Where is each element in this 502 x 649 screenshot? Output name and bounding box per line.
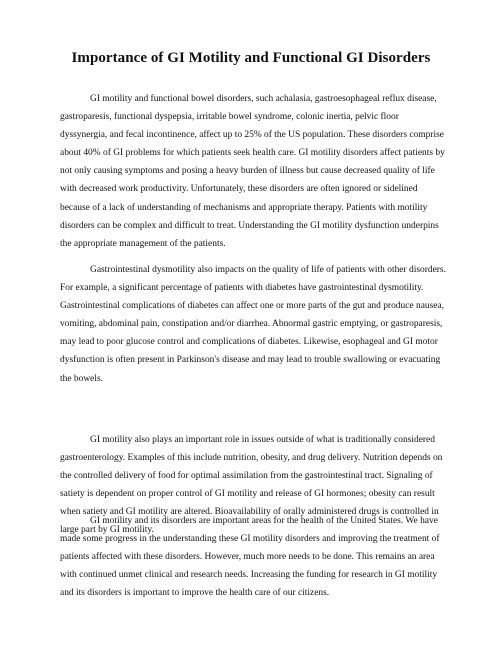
paragraph-3: GI motility also plays an important role in issues outside of what is traditionally considered gastroenterology. Examples of this include nutrition, obesity, and drug delivery. Nutrition depends on the controlled delivery of food for optimal assimilation from the gastrointestinal tract. Signaling of satiety is dependent on proper control of GI motility and release of GI hormones; obesity can result when satiety and GI motility are altered. Bioavailability of orally administered drugs is controlled in large part by GI motility. (60, 435, 443, 536)
paragraph-1: GI motility and functional bowel disorders, such achalasia, gastroesophageal reflux disease, gastroparesis, functional dyspepsia, irritable bowel syndrome, colonic inertia, pelvic floor dyssynergia, and fecal incontinence, affect up to 25% of the US population. These disorders comprise about 40% of GI problems for which patients seek health care. GI motility disorders affect patients by not only causing symptoms and posing a heavy burden of illness but cause decreased quality of life with decreased work productivity. Unfortunately, these disorders are often ignored or sidelined because of a lack of understanding of mechanisms and appropriate therapy. Patients with motility disorders can be complex and difficult to treat. Understanding the GI motility dysfunction underpins the appropriate management of the patients. (60, 94, 445, 249)
paragraph-4: GI motility and its disorders are important areas for the health of the United States. We have made some progress in the understanding these GI motility disorders and improving the treatment of patients affected with these disorders. However, much more needs to be done. This remains an area with continued unmet clinical and research needs. Increasing the funding for research in GI motility and its disorders is important to improve the health care of our citizens. (60, 516, 440, 599)
document-title: Importance of GI Motility and Functional GI Disorders (71, 50, 431, 66)
paragraph-2: Gastrointestinal dysmotility also impacts on the quality of life of patients with other disorders. For example, a significant percentage of patients with diabetes have gastrointestinal dysmotility. Gastrointestinal complications of diabetes can affect one or more parts of the gut and produce nausea, vomiting, abdominal pain, constipation and/or diarrhea. Abnormal gastric emptying, or gastroparesis, may lead to poor glucose control and complications of diabetes. Likewise, esophageal and GI motor dysfunction is often present in Parkinson's disease and may lead to trouble swallowing or evacuating the bowels. (60, 265, 446, 384)
